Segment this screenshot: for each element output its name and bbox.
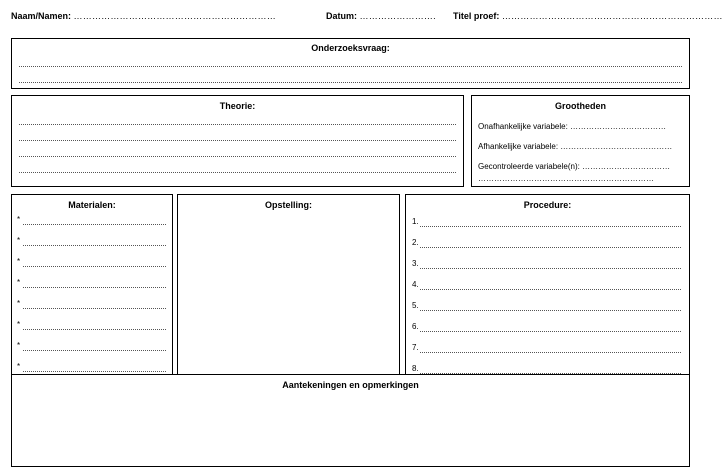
material-line[interactable] bbox=[23, 329, 166, 330]
name-label: Naam/Namen: bbox=[11, 11, 72, 21]
notes-title: Aantekeningen en opmerkingen bbox=[282, 380, 419, 390]
material-bullet: * bbox=[17, 257, 21, 266]
procedure-step-line[interactable] bbox=[420, 310, 681, 311]
material-line[interactable] bbox=[23, 245, 166, 246]
research-question-box bbox=[11, 38, 690, 89]
name-field[interactable] bbox=[11, 11, 276, 21]
dependent-variable-dots[interactable]: …………………………………… bbox=[560, 142, 673, 151]
material-line[interactable] bbox=[23, 371, 166, 372]
theory-line-1[interactable] bbox=[19, 124, 456, 125]
material-bullet: * bbox=[17, 299, 21, 308]
material-line[interactable] bbox=[23, 308, 166, 309]
setup-box[interactable] bbox=[177, 194, 400, 375]
material-bullet: * bbox=[17, 236, 21, 245]
material-line[interactable] bbox=[23, 287, 166, 288]
procedure-step-number: 3. bbox=[412, 259, 419, 268]
procedure-step-number: 4. bbox=[412, 280, 419, 289]
theory-line-3[interactable] bbox=[19, 156, 456, 157]
procedure-step-number: 2. bbox=[412, 238, 419, 247]
procedure-step-line[interactable] bbox=[420, 247, 681, 248]
material-bullet: * bbox=[17, 320, 21, 329]
procedure-title: Procedure: bbox=[523, 200, 572, 210]
procedure-step-number: 5. bbox=[412, 301, 419, 310]
material-line[interactable] bbox=[23, 350, 166, 351]
research-question-line-1[interactable] bbox=[19, 66, 682, 67]
procedure-step-line[interactable] bbox=[420, 289, 681, 290]
independent-variable-dots[interactable]: ……………………………… bbox=[570, 122, 667, 131]
notes-box[interactable] bbox=[11, 374, 690, 467]
procedure-box bbox=[405, 194, 690, 375]
title-dots[interactable]: ……………………………………………………………… bbox=[501, 11, 723, 21]
theory-box bbox=[11, 95, 464, 187]
independent-variable-row[interactable] bbox=[478, 122, 666, 131]
title-field[interactable] bbox=[453, 11, 723, 21]
quantities-box bbox=[471, 95, 690, 187]
date-dots[interactable]: ……………………. bbox=[359, 11, 436, 21]
material-bullet: * bbox=[17, 341, 21, 350]
date-field[interactable] bbox=[326, 11, 436, 21]
setup-title: Opstelling: bbox=[265, 200, 312, 210]
materials-box bbox=[11, 194, 173, 375]
material-line[interactable] bbox=[23, 224, 166, 225]
controlled-variable-extra-line[interactable]: ………………………………………………………… bbox=[478, 174, 654, 183]
date-label: Datum: bbox=[326, 11, 357, 21]
material-bullet: * bbox=[17, 278, 21, 287]
name-dots[interactable]: ………………………………………………………… bbox=[73, 11, 276, 21]
theory-title: Theorie: bbox=[219, 101, 256, 111]
procedure-step-line[interactable] bbox=[420, 352, 681, 353]
procedure-step-line[interactable] bbox=[420, 268, 681, 269]
controlled-variable-label: Gecontroleerde variabele(n): bbox=[478, 162, 580, 171]
title-label: Titel proef: bbox=[453, 11, 500, 21]
research-question-line-2[interactable] bbox=[19, 82, 682, 83]
material-bullet: * bbox=[17, 215, 21, 224]
procedure-step-number: 7. bbox=[412, 343, 419, 352]
theory-line-4[interactable] bbox=[19, 172, 456, 173]
dependent-variable-label: Afhankelijke variabele: bbox=[478, 142, 559, 151]
material-bullet: * bbox=[17, 362, 21, 371]
independent-variable-label: Onafhankelijke variabele: bbox=[478, 122, 568, 131]
controlled-variable-dots[interactable]: …………………………… bbox=[582, 162, 671, 171]
procedure-step-number: 1. bbox=[412, 217, 419, 226]
theory-line-2[interactable] bbox=[19, 140, 456, 141]
procedure-step-number: 8. bbox=[412, 364, 419, 373]
procedure-step-line[interactable] bbox=[420, 331, 681, 332]
controlled-variable-row[interactable] bbox=[478, 162, 670, 171]
dependent-variable-row[interactable] bbox=[478, 142, 672, 151]
quantities-title: Grootheden bbox=[555, 101, 606, 111]
research-question-title: Onderzoeksvraag: bbox=[311, 43, 390, 53]
procedure-step-line[interactable] bbox=[420, 226, 681, 227]
material-line[interactable] bbox=[23, 266, 166, 267]
procedure-step-number: 6. bbox=[412, 322, 419, 331]
materials-title: Materialen: bbox=[68, 200, 116, 210]
